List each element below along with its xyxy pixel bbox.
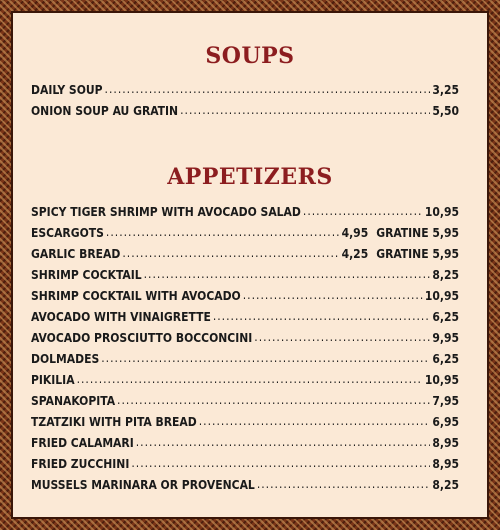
item-name: TZATZIKI WITH PITA BREAD [31, 415, 197, 429]
menu-item [31, 205, 459, 226]
item-price: 7,95 [432, 394, 459, 408]
item-name: SHRIMP COCKTAIL [31, 268, 142, 282]
item-name: PIKILIA [31, 373, 75, 387]
menu-item [31, 478, 459, 499]
menu-item [31, 247, 459, 268]
item-name: AVOCADO PROSCIUTTO BOCCONCINI [31, 331, 253, 345]
item-name: ONION SOUP AU GRATIN [31, 104, 179, 118]
item-name: SPANAKOPITA [31, 394, 116, 408]
menu-item [31, 310, 459, 331]
item-price: 6,95 [432, 415, 459, 429]
dot-leader [257, 477, 431, 491]
item-price: 8,25 [432, 268, 459, 282]
gratine-label: GRATINE [376, 226, 429, 240]
appetizers-list [31, 205, 459, 499]
gratine-option [376, 226, 459, 240]
item-name: FRIED ZUCCHINI [31, 457, 130, 471]
dot-leader [101, 351, 430, 365]
item-price: 9,95 [432, 331, 459, 345]
item-price: 10,95 [424, 289, 459, 303]
dot-leader [243, 288, 423, 302]
item-price: 8,25 [432, 478, 459, 492]
dot-leader [105, 82, 431, 96]
dot-leader [77, 372, 423, 386]
menu-item [31, 289, 459, 310]
gratine-price: 5,95 [432, 247, 459, 261]
item-name: DAILY SOUP [31, 83, 103, 97]
menu-item [31, 331, 459, 352]
menu-item [31, 352, 459, 373]
item-price: 10,95 [424, 373, 459, 387]
item-price: 5,50 [432, 104, 459, 118]
item-name: ESCARGOTS [31, 226, 104, 240]
dot-leader [136, 435, 431, 449]
menu-item [31, 415, 459, 436]
item-price: 6,25 [432, 310, 459, 324]
dot-leader [254, 330, 430, 344]
item-price: 4,95 [341, 226, 369, 240]
dot-leader [117, 393, 430, 407]
dot-leader [122, 246, 339, 260]
menu-item [31, 268, 459, 289]
dot-leader [106, 225, 340, 239]
dot-leader [213, 309, 431, 323]
dot-leader [180, 103, 430, 117]
menu-item [31, 394, 459, 415]
gratine-price: 5,95 [432, 226, 459, 240]
item-name: MUSSELS MARINARA OR PROVENCAL [31, 478, 255, 492]
menu-item [31, 457, 459, 478]
menu-item [31, 373, 459, 394]
menu-page [11, 11, 489, 519]
item-price: 3,25 [432, 83, 459, 97]
dot-leader [131, 456, 430, 470]
item-name: GARLIC BREAD [31, 247, 121, 261]
dot-leader [144, 267, 431, 281]
item-name: SHRIMP COCKTAIL WITH AVOCADO [31, 289, 241, 303]
dot-leader [303, 204, 423, 218]
gratine-option [376, 247, 459, 261]
menu-item [31, 436, 459, 457]
item-price: 4,25 [341, 247, 369, 261]
item-name: AVOCADO WITH VINAIGRETTE [31, 310, 211, 324]
item-name: FRIED CALAMARI [31, 436, 134, 450]
menu-item [31, 104, 459, 125]
dot-leader [199, 414, 431, 428]
item-name: SPICY TIGER SHRIMP WITH AVOCADO SALAD [31, 205, 301, 219]
soups-heading: SOUPS [205, 43, 295, 69]
soups-list [31, 83, 459, 125]
menu-item [31, 226, 459, 247]
item-price: 6,25 [432, 352, 459, 366]
item-price: 10,95 [424, 205, 459, 219]
gratine-label: GRATINE [376, 247, 429, 261]
item-price: 8,95 [432, 436, 459, 450]
item-price: 8,95 [432, 457, 459, 471]
item-name: DOLMADES [31, 352, 100, 366]
menu-item [31, 83, 459, 104]
appetizers-heading: APPETIZERS [167, 164, 333, 190]
